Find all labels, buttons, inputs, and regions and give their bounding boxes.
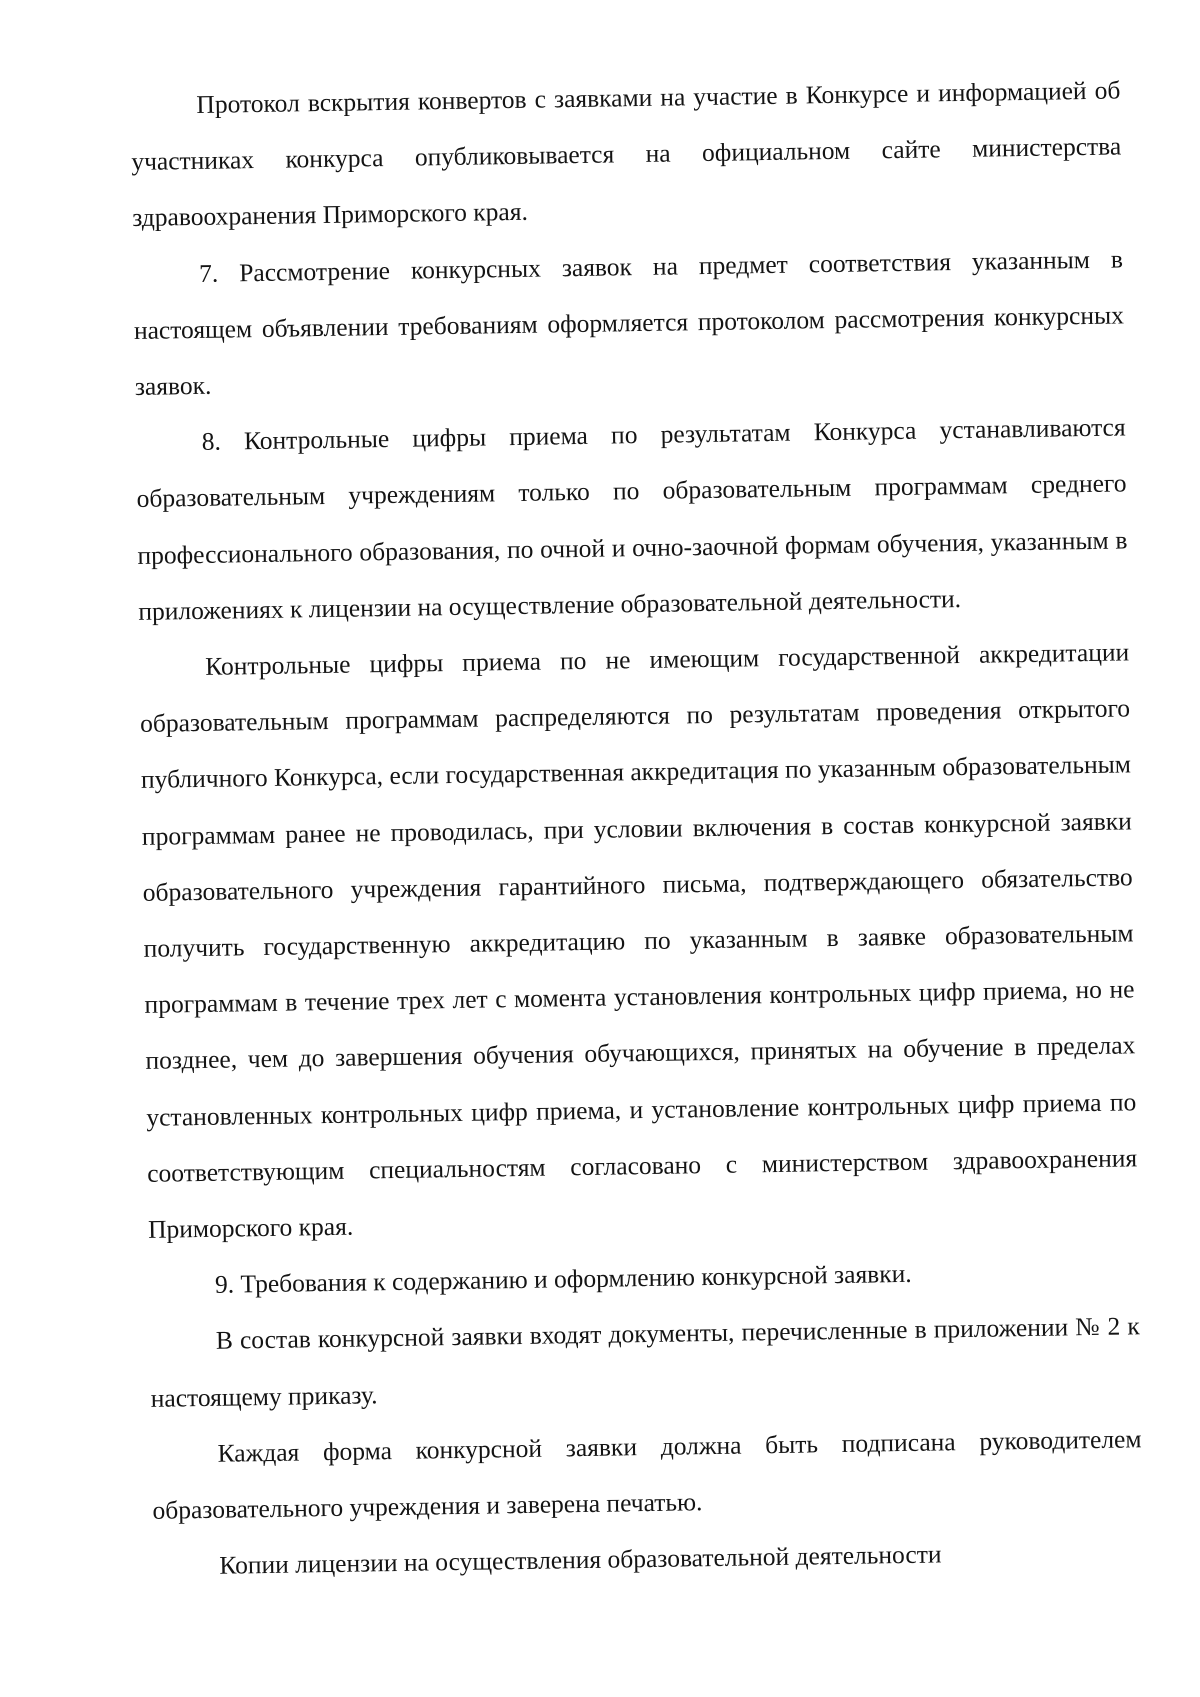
paragraph-item-8: 8. Контрольные цифры приема по результатам Конкурса устанавливаются образовательным учреждениям только по образовательным программам среднего профессионального образования, по очной и очно-заочной формам обучения, указанным в приложениях к лицензии на осуществление образовательной деятельности. xyxy=(136,412,1128,626)
paragraph-signature-requirement: Каждая форма конкурсной заявки должна быть подписана руководителем образовательного учреждения и заверена печатью. xyxy=(152,1424,1142,1525)
paragraph-item-9: 9. Требования к содержанию и оформлению конкурсной заявки. xyxy=(214,1259,912,1300)
paragraph-license-copies: Копии лицензии на осуществления образовательной деятельности xyxy=(219,1539,942,1581)
paragraph-item-7: 7. Рассмотрение конкурсных заявок на предмет соответствия указанным в настоящем объявлении требованиям оформляется протоколом рассмотрения конкурсных заявок. xyxy=(133,244,1125,401)
document-body xyxy=(130,62,1144,1595)
paragraph-accreditation: Контрольные цифры приема по не имеющим государственной аккредитации образовательным программам распределяются по результатам проведения открытого публичного Конкурса, если государственная аккредитация по указанным образовательным программам ранее не проводилась, при условии включения в состав конкурсной заявки образовательного учреждения гарантийного письма, подтверждающего обязательство получить государственную аккредитацию по указанным в заявке образовательным программам в течение трех лет с момента установления контрольных цифр приема, но не позднее, чем до завершения обучения обучающихся, принятых на обучение в пределах установленных контрольных цифр приема, и установление контрольных цифр приема по соответствующим специальностям согласовано с министерством здравоохранения Приморского края. xyxy=(139,637,1138,1244)
paragraph-application-contents: В состав конкурсной заявки входят документы, перечисленные в приложении № 2 к настоящему приказу. xyxy=(150,1311,1140,1413)
paragraph-protocol-publication: Протокол вскрытия конвертов с заявками на участие в Конкурсе и информацией об участниках конкурса опубликовывается на официальном сайте министерства здравоохранения Приморского края. xyxy=(131,75,1122,233)
